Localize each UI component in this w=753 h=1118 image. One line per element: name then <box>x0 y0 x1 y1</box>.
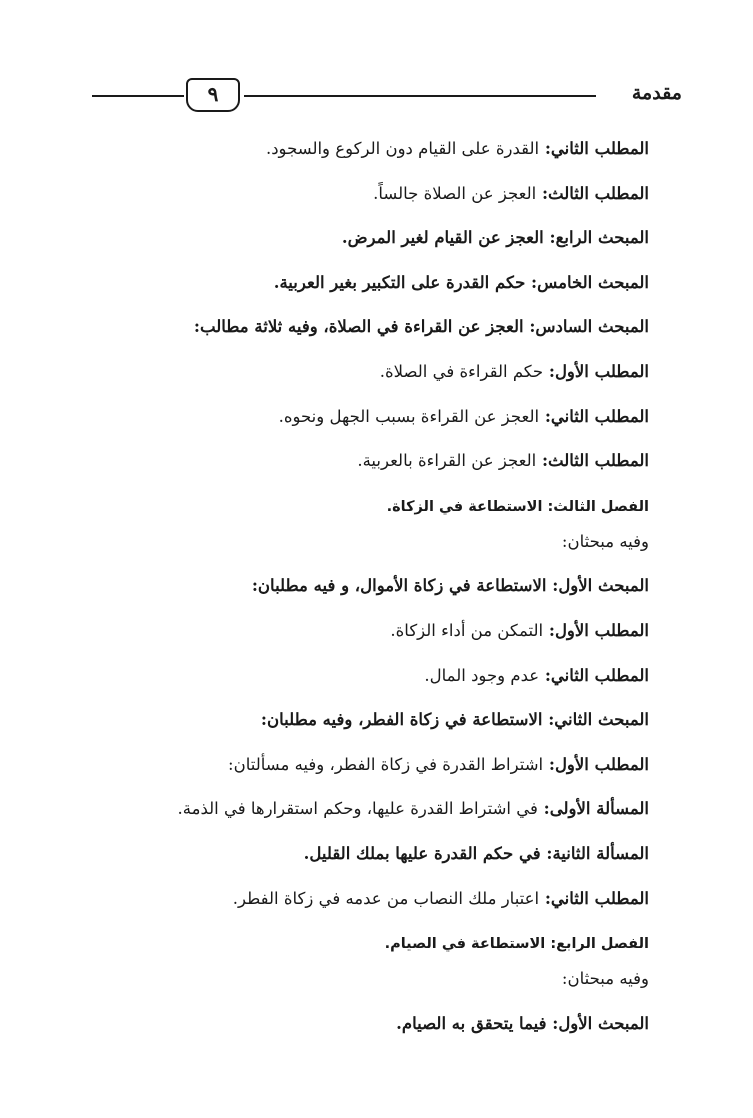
toc-heading-label: المطلب الثاني: <box>539 665 649 685</box>
toc-line <box>189 134 649 179</box>
toc-entry-text: القدرة على القيام دون الركوع والسجود. <box>265 139 540 158</box>
toc-heading-label: المطلب الأول: <box>543 620 649 640</box>
toc-entry-text: العجز عن القراءة في الصلاة، وفيه ثلاثة مطالب: <box>193 317 524 337</box>
toc-entry-text: العجز عن القراءة بالعربية. <box>357 451 537 471</box>
table-of-contents <box>177 134 649 1053</box>
toc-line <box>189 1009 649 1054</box>
toc-line <box>189 527 649 572</box>
toc-entry-text: وفيه مبحثان: <box>561 969 649 989</box>
page-number-badge: ٩ <box>186 78 240 112</box>
toc-line <box>189 964 649 1009</box>
toc-entry-text: عدم وجود المال. <box>424 665 540 685</box>
toc-chapter-label: الفصل الثالث: <box>542 498 649 515</box>
toc-line <box>189 268 649 313</box>
toc-line <box>189 661 649 706</box>
toc-heading-label: المسألة الأولى: <box>537 799 649 819</box>
toc-heading-label: المطلب الثاني: <box>539 139 649 158</box>
toc-chapter-label: الفصل الرابع: <box>545 936 649 953</box>
toc-heading-label: المبحث الثاني: <box>542 710 649 730</box>
toc-entry-text: العجز عن القراءة بسبب الجهل ونحوه. <box>278 406 540 426</box>
toc-line <box>189 446 649 491</box>
toc-entry-text: اشتراط القدرة في زكاة الفطر، وفيه مسألتان: <box>228 754 544 774</box>
toc-entry-text: اعتبار ملك النصاب من عدمه في زكاة الفطر. <box>232 888 540 908</box>
toc-heading-label: المطلب الأول: <box>543 754 649 774</box>
toc-heading-label: المبحث الرابع: <box>543 228 649 248</box>
toc-heading-label: المبحث الخامس: <box>525 272 649 292</box>
toc-entry-text: العجز عن الصلاة جالساً. <box>373 183 537 203</box>
toc-heading-label: المسألة الثانية: <box>540 843 649 863</box>
toc-entry-text: العجز عن القيام لغير المرض. <box>341 228 544 248</box>
toc-heading-label: المطلب الأول: <box>543 361 649 381</box>
toc-line <box>189 179 649 224</box>
toc-line <box>189 571 649 616</box>
running-title: مقدمة <box>631 82 682 104</box>
toc-chapter-text: الاستطاعة في الزكاة. <box>386 498 543 515</box>
toc-chapter-text: الاستطاعة في الصيام. <box>384 936 546 953</box>
toc-entry-text: في اشتراط القدرة عليها، وحكم استقرارها في الذمة. <box>177 799 538 819</box>
toc-line <box>189 223 649 268</box>
toc-entry-text: الاستطاعة في زكاة الفطر، وفيه مطلبان: <box>260 710 543 730</box>
toc-line <box>189 616 649 661</box>
toc-heading-label: المطلب الثاني: <box>539 888 649 908</box>
toc-line <box>177 794 649 839</box>
toc-heading-label: المبحث الأول: <box>546 1013 649 1033</box>
toc-heading-label: المطلب الثالث: <box>536 451 649 471</box>
header-rule-left <box>92 95 184 97</box>
header-rule-right <box>244 95 596 97</box>
toc-entry-text: حكم القراءة في الصلاة. <box>379 361 544 381</box>
toc-entry-text: حكم القدرة على التكبير بغير العربية. <box>273 272 526 292</box>
toc-entry-text: فيما يتحقق به الصيام. <box>396 1013 547 1033</box>
toc-line <box>189 839 649 884</box>
toc-line <box>189 312 649 357</box>
toc-chapter-line <box>189 928 649 964</box>
toc-entry-text: الاستطاعة في زكاة الأموال، و فيه مطلبان: <box>251 576 547 596</box>
toc-chapter-line <box>189 491 649 527</box>
page-header <box>92 78 682 114</box>
toc-entry-text: التمكن من أداء الزكاة. <box>390 620 544 640</box>
toc-line <box>189 750 649 795</box>
toc-line <box>189 357 649 402</box>
toc-line <box>189 884 649 929</box>
toc-heading-label: المطلب الثالث: <box>536 183 649 203</box>
toc-heading-label: المبحث الأول: <box>546 576 649 596</box>
toc-heading-label: المطلب الثاني: <box>539 406 649 426</box>
toc-line <box>189 705 649 750</box>
toc-entry-text: في حكم القدرة عليها بملك القليل. <box>303 843 541 863</box>
toc-entry-text: وفيه مبحثان: <box>561 531 649 551</box>
toc-line <box>189 402 649 447</box>
toc-heading-label: المبحث السادس: <box>523 317 649 337</box>
